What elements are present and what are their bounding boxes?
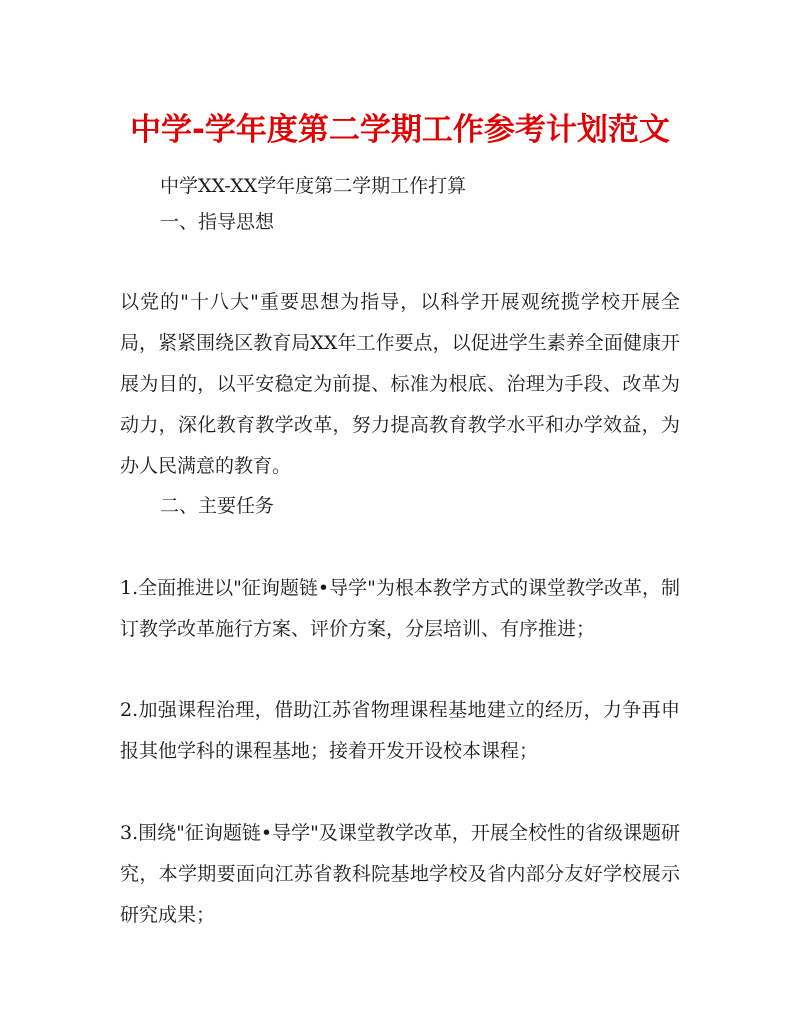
section-heading-guiding-thought: 一、指导思想 [160, 211, 275, 233]
section-heading-main-tasks: 二、主要任务 [160, 495, 275, 517]
document-subtitle: 中学XX-XX学年度第二学期工作打算 [160, 175, 467, 197]
paragraph-guiding-thought: 以党的"十八大"重要思想为指导，以科学开展观统揽学校开展全局，紧紧围绕区教育局XX年工作要点，以促进学生素养全面健康开展为目的，以平安稳定为前提、标准为根底、治理为手段、改革为动力，深化教育教学改革，努力提高教育教学水平和办学效益，为办人民满意的教育。 [120, 291, 680, 477]
document-title: 中学-学年度第二学期工作参考计划范文 [130, 112, 670, 148]
task-item-1: 1.全面推进以"征询题链•导学"为根本教学方式的课堂教学改革，制订教学改革施行方案、评价方案，分层培训、有序推进； [120, 577, 680, 640]
task-item-3: 3.围绕"征询题链•导学"及课堂教学改革，开展全校性的省级课题研究，本学期要面向江苏省教科院基地学校及省内部分友好学校展示研究成果； [120, 822, 680, 926]
task-item-2: 2.加强课程治理，借助江苏省物理课程基地建立的经历，力争再申报其他学科的课程基地；接着开发开设校本课程； [120, 699, 680, 762]
